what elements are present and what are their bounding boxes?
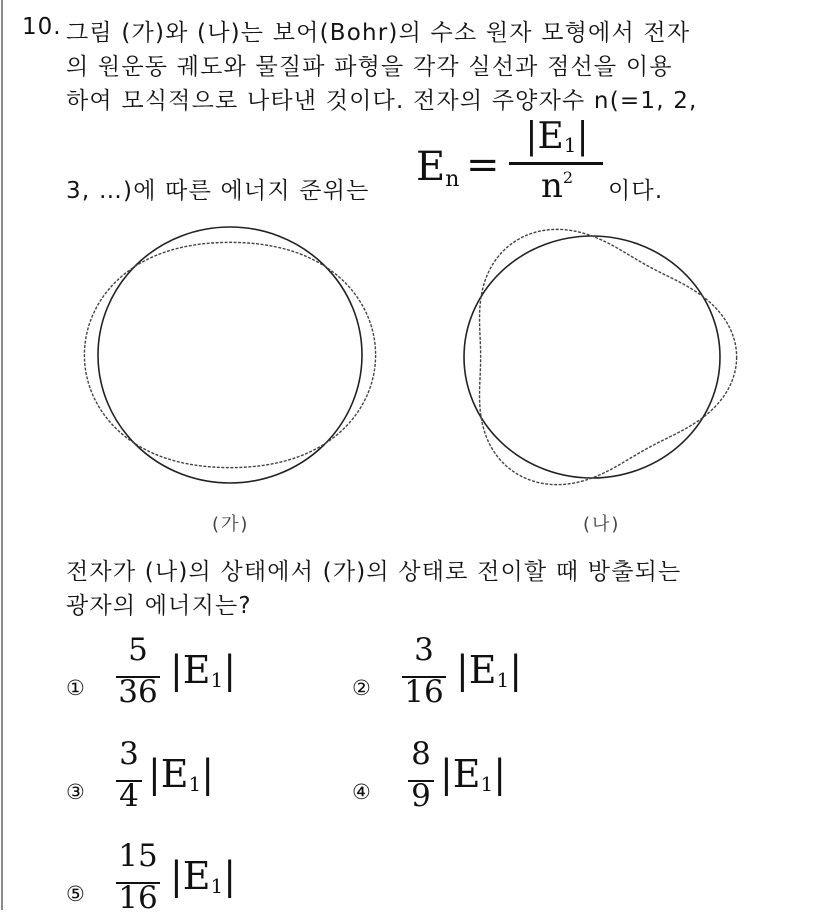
question-line-2: 의 원운동 궤도와 물질파 파형을 각각 실선과 점선을 이용 xyxy=(66,54,673,80)
option-marker: ② xyxy=(352,676,371,700)
prompt-line-2: 광자의 에너지는? xyxy=(66,593,252,619)
option-fraction: 5 36 xyxy=(114,632,162,712)
energy-level-formula xyxy=(416,116,606,214)
question-number: 10. xyxy=(22,14,62,40)
option-1[interactable] xyxy=(66,632,266,712)
option-abs-e1: $|E_1|$ xyxy=(148,752,215,796)
formula-numerator: $|E_1|$ xyxy=(525,116,589,157)
formula-fraction-bar xyxy=(509,162,603,165)
formula-line-prefix: 3, …)에 따른 에너지 준위는 xyxy=(66,178,370,204)
option-3[interactable] xyxy=(66,736,266,816)
option-marker: ④ xyxy=(352,780,371,804)
option-fraction: 8 9 xyxy=(406,736,436,816)
formula-equals: = xyxy=(466,142,500,188)
formula-denominator: $n^2$ xyxy=(540,166,574,206)
option-abs-e1: $|E_1|$ xyxy=(170,854,237,898)
formula-lhs: $E_n$ xyxy=(416,144,460,192)
prompt-line-1: 전자가 (나)의 상태에서 (가)의 상태로 전이할 때 방출되는 xyxy=(66,559,682,585)
option-fraction: 3 16 xyxy=(400,632,448,712)
option-abs-e1: $|E_1|$ xyxy=(170,648,237,692)
option-4[interactable] xyxy=(352,736,552,816)
option-marker: ① xyxy=(66,676,85,700)
solid-orbit-circle xyxy=(464,236,720,478)
figure-na-bohr-orbit-n3 xyxy=(452,220,772,500)
option-abs-e1: $|E_1|$ xyxy=(440,752,507,796)
formula-line-suffix: 이다. xyxy=(608,178,664,204)
figure-ga-bohr-orbit-n2 xyxy=(80,220,400,500)
option-2[interactable] xyxy=(352,632,552,712)
option-fraction: 15 16 xyxy=(114,838,162,918)
option-marker: ⑤ xyxy=(66,882,85,906)
option-marker: ③ xyxy=(66,780,85,804)
question-line-1: 그림 (가)와 (나)는 보어(Bohr)의 수소 원자 모형에서 전자 xyxy=(66,20,691,46)
option-fraction: 3 4 xyxy=(114,736,144,816)
figure-label-na: (나) xyxy=(583,514,621,535)
question-line-3: 하여 모식적으로 나타낸 것이다. 전자의 주양자수 n(=1, 2, xyxy=(66,88,698,114)
figure-label-ga: (가) xyxy=(212,514,250,535)
dashed-matter-wave xyxy=(84,242,375,467)
option-abs-e1: $|E_1|$ xyxy=(456,648,523,692)
page-left-border xyxy=(1,0,3,910)
option-5[interactable] xyxy=(66,838,266,918)
dashed-matter-wave xyxy=(480,229,737,484)
